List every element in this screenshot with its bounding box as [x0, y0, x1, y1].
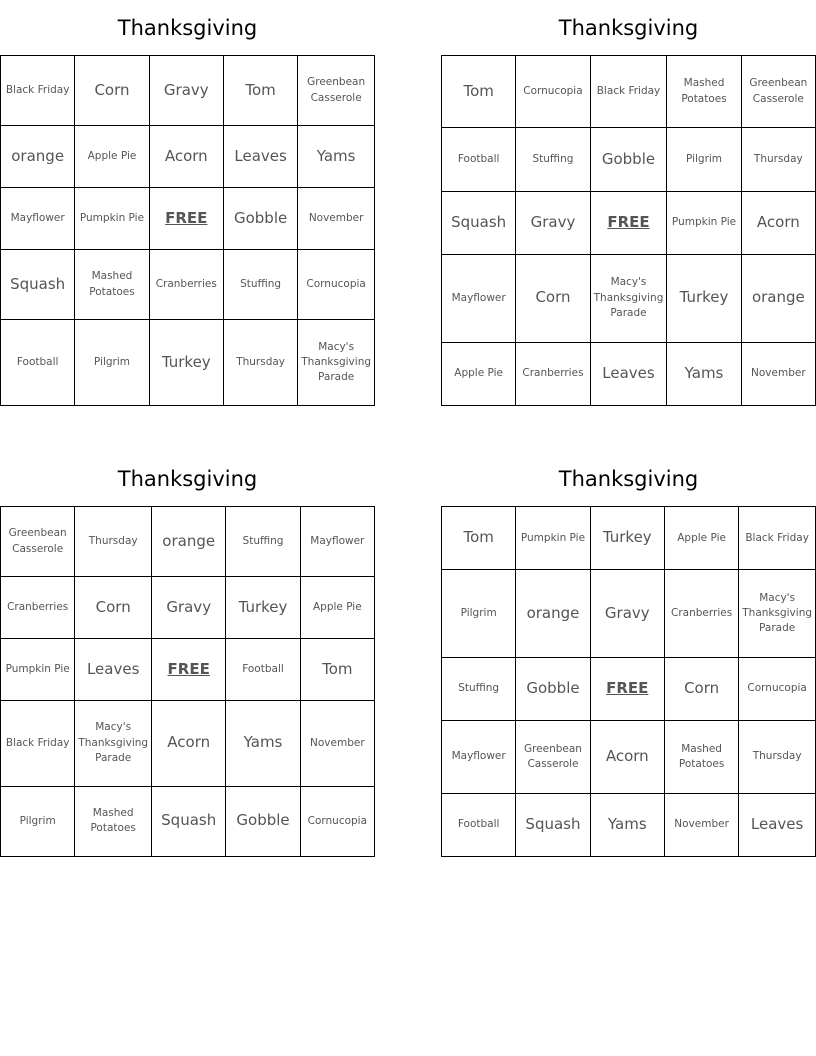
bingo-cell: orange	[516, 570, 590, 657]
bingo-card	[0, 451, 375, 857]
bingo-cell: Thursday	[75, 507, 152, 577]
bingo-cell: November	[665, 794, 739, 857]
bingo-cell: Yams	[226, 701, 300, 787]
bingo-cell: Cranberries	[150, 250, 224, 320]
bingo-cell: Squash	[1, 250, 75, 320]
bingo-cell: Tom	[224, 56, 298, 126]
bingo-cell: Squash	[152, 787, 226, 857]
bingo-cell: Tom	[301, 639, 375, 701]
bingo-cell: Acorn	[591, 721, 665, 793]
bingo-cell: Gravy	[591, 570, 665, 657]
bingo-cell: Stuffing	[224, 250, 298, 320]
bingo-cell: Tom	[442, 56, 516, 128]
bingo-grid	[0, 55, 375, 406]
bingo-cell: Turkey	[667, 255, 741, 342]
bingo-cell: Pumpkin Pie	[75, 188, 149, 250]
bingo-grid	[441, 55, 816, 406]
bingo-cell: November	[742, 343, 816, 406]
bingo-cell: Acorn	[742, 192, 816, 255]
bingo-cell: Mayflower	[442, 721, 516, 793]
bingo-cell: Turkey	[591, 507, 665, 570]
bingo-cell: Cranberries	[665, 570, 739, 657]
bingo-cell: Pumpkin Pie	[1, 639, 75, 701]
bingo-cell: Gobble	[591, 128, 668, 191]
bingo-cell: Greenbean Casserole	[742, 56, 816, 128]
bingo-cell: Cornucopia	[739, 658, 816, 721]
bingo-cell: Apple Pie	[442, 343, 516, 406]
free-space-cell: FREE	[152, 639, 226, 701]
bingo-cell: orange	[152, 507, 226, 577]
bingo-grid	[441, 506, 816, 857]
bingo-cell: Black Friday	[739, 507, 816, 570]
free-space-cell: FREE	[150, 188, 224, 250]
bingo-cell: Thursday	[224, 320, 298, 406]
bingo-cell: orange	[742, 255, 816, 342]
bingo-cell: Gobble	[224, 188, 298, 250]
bingo-cell: Macy's Thanksgiving Parade	[591, 255, 668, 342]
bingo-cell: Football	[442, 128, 516, 191]
bingo-cell: Leaves	[75, 639, 152, 701]
bingo-cell: Stuffing	[442, 658, 516, 721]
bingo-cell: Acorn	[150, 126, 224, 188]
bingo-cell: Gravy	[152, 577, 226, 639]
bingo-card	[0, 0, 375, 406]
bingo-cell: Squash	[516, 794, 590, 857]
card-title: Thanksgiving	[117, 467, 258, 491]
bingo-cell: Mayflower	[442, 255, 516, 342]
bingo-cell: Football	[1, 320, 75, 406]
bingo-cell: Pilgrim	[75, 320, 149, 406]
bingo-cell: Mashed Potatoes	[75, 250, 149, 320]
bingo-cell: Greenbean Casserole	[1, 507, 75, 577]
bingo-cell: Thursday	[742, 128, 816, 191]
bingo-cell: Gobble	[516, 658, 590, 721]
card-title: Thanksgiving	[117, 16, 258, 40]
bingo-cell: Gravy	[516, 192, 590, 255]
bingo-cell: Tom	[442, 507, 516, 570]
bingo-cell: Greenbean Casserole	[516, 721, 590, 793]
bingo-cell: Acorn	[152, 701, 226, 787]
bingo-cell: Gravy	[150, 56, 224, 126]
bingo-cell: Cranberries	[516, 343, 590, 406]
bingo-grid	[0, 506, 375, 857]
bingo-card	[441, 0, 816, 406]
bingo-cell: Turkey	[226, 577, 300, 639]
bingo-cell: Cornucopia	[298, 250, 375, 320]
card-title: Thanksgiving	[558, 16, 699, 40]
bingo-cell: Pumpkin Pie	[667, 192, 741, 255]
bingo-cell: Cornucopia	[301, 787, 375, 857]
bingo-cell: Black Friday	[1, 701, 75, 787]
free-space-cell: FREE	[591, 658, 665, 721]
bingo-cell: Corn	[75, 577, 152, 639]
bingo-cell: Corn	[75, 56, 149, 126]
bingo-cell: Football	[226, 639, 300, 701]
bingo-cell: Black Friday	[591, 56, 668, 128]
bingo-cell: Leaves	[591, 343, 668, 406]
bingo-cell: Greenbean Casserole	[298, 56, 375, 126]
bingo-cell: Squash	[442, 192, 516, 255]
bingo-cell: Turkey	[150, 320, 224, 406]
bingo-cell: Thursday	[739, 721, 816, 793]
bingo-cell: Apple Pie	[665, 507, 739, 570]
free-space-cell: FREE	[591, 192, 668, 255]
bingo-cell: Macy's Thanksgiving Parade	[75, 701, 152, 787]
bingo-card	[441, 451, 816, 857]
bingo-cell: Pilgrim	[667, 128, 741, 191]
bingo-cell: Cornucopia	[516, 56, 590, 128]
bingo-cell: Yams	[591, 794, 665, 857]
bingo-cell: Mashed Potatoes	[75, 787, 152, 857]
bingo-cell: Cranberries	[1, 577, 75, 639]
bingo-cell: Yams	[667, 343, 741, 406]
bingo-cell: Yams	[298, 126, 375, 188]
bingo-cell: Apple Pie	[75, 126, 149, 188]
bingo-cell: Macy's Thanksgiving Parade	[739, 570, 816, 657]
bingo-cell: Mashed Potatoes	[665, 721, 739, 793]
bingo-cell: November	[301, 701, 375, 787]
bingo-cell: Apple Pie	[301, 577, 375, 639]
bingo-cell: Leaves	[739, 794, 816, 857]
bingo-cell: Pumpkin Pie	[516, 507, 590, 570]
bingo-cell: Stuffing	[516, 128, 590, 191]
bingo-cell: November	[298, 188, 375, 250]
bingo-cell: Corn	[516, 255, 590, 342]
bingo-cell: Macy's Thanksgiving Parade	[298, 320, 375, 406]
bingo-cell: Stuffing	[226, 507, 300, 577]
bingo-cell: Pilgrim	[1, 787, 75, 857]
bingo-cell: Pilgrim	[442, 570, 516, 657]
bingo-cell: orange	[1, 126, 75, 188]
bingo-cell: Football	[442, 794, 516, 857]
card-title: Thanksgiving	[558, 467, 699, 491]
bingo-cell: Gobble	[226, 787, 300, 857]
bingo-cell: Black Friday	[1, 56, 75, 126]
bingo-cell: Leaves	[224, 126, 298, 188]
bingo-cell: Corn	[665, 658, 739, 721]
bingo-cell: Mashed Potatoes	[667, 56, 741, 128]
bingo-cell: Mayflower	[301, 507, 375, 577]
bingo-cell: Mayflower	[1, 188, 75, 250]
